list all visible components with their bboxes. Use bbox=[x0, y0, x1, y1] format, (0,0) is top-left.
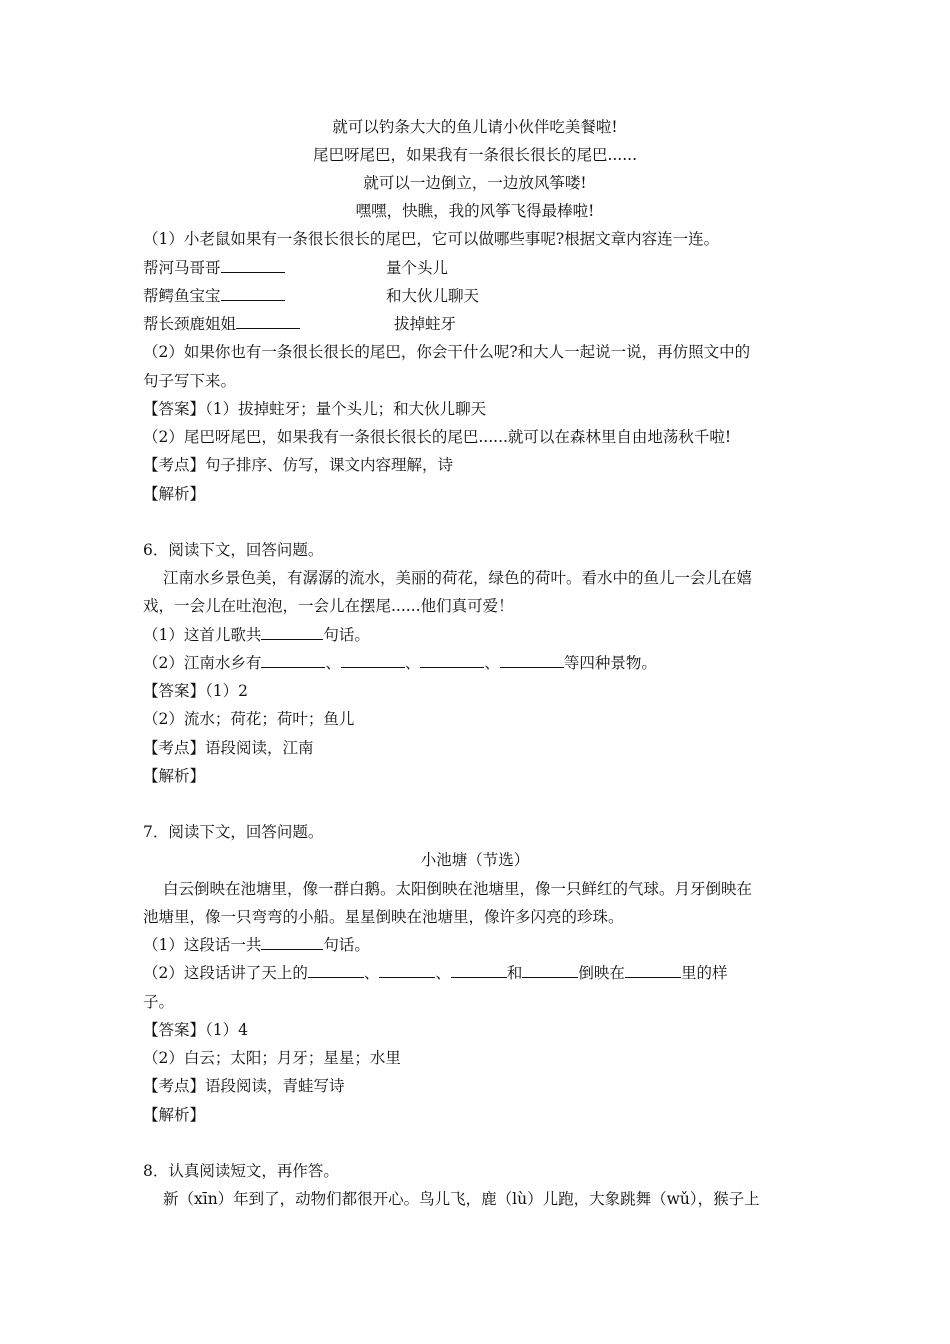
q5-sub2-cont: 句子写下来。 bbox=[143, 372, 237, 390]
q8-title: 8．认真阅读短文，再作答。 bbox=[143, 1162, 339, 1180]
poem-line: 就可以一边倒立，一边放风筝喽! bbox=[363, 174, 587, 192]
q7-title: 7．阅读下文，回答问题。 bbox=[143, 823, 324, 841]
match-right-item: 量个头儿 bbox=[386, 259, 449, 277]
answer-blank bbox=[522, 963, 578, 978]
q6-answer: 【答案】（1）2 bbox=[143, 682, 248, 700]
q6-sub2: （2）江南水乡有 、 、 、 等四种景物。 bbox=[143, 654, 657, 672]
q5-sub1: （1）小老鼠如果有一条很长很长的尾巴，它可以做哪些事呢?根据文章内容连一连。 bbox=[143, 230, 720, 248]
answer-blank bbox=[500, 653, 564, 668]
q7-heading: 小池塘（节选） bbox=[420, 851, 530, 869]
answer-blank bbox=[341, 653, 405, 668]
q7-answer: 【答案】（1）4 bbox=[143, 1021, 248, 1039]
match-right-item: 和大伙儿聊天 bbox=[386, 287, 480, 305]
q7-sub1: （1）这段话一共 句话。 bbox=[143, 936, 370, 954]
answer-blank bbox=[451, 963, 507, 978]
q7-jiexi: 【解析】 bbox=[143, 1106, 206, 1124]
poem-line: 就可以钓条大大的鱼儿请小伙伴吃美餐啦! bbox=[332, 118, 618, 136]
answer-blank bbox=[379, 963, 435, 978]
match-left-item: 帮鳄鱼宝宝 bbox=[143, 286, 285, 306]
q6-sub1: （1）这首儿歌共 句话。 bbox=[143, 626, 370, 644]
answer-blank bbox=[236, 314, 300, 329]
q5-sub2: （2）如果你也有一条很长很长的尾巴，你会干什么呢?和大人一起说一说，再仿照文中的 bbox=[143, 343, 751, 361]
q7-answer-2: （2）白云；太阳；月牙；星星；水里 bbox=[143, 1049, 401, 1067]
q5-jiexi: 【解析】 bbox=[143, 485, 206, 503]
q7-kaodian: 【考点】语段阅读，青蛙写诗 bbox=[143, 1077, 345, 1095]
q6-answer-2: （2）流水；荷花；荷叶；鱼儿 bbox=[143, 710, 355, 728]
q7-passage: 白云倒映在池塘里，像一群白鹅。太阳倒映在池塘里，像一只鲜红的气球。月牙倒映在 bbox=[163, 880, 753, 898]
match-left-item: 帮河马哥哥 bbox=[143, 258, 285, 278]
answer-blank bbox=[420, 653, 484, 668]
answer-blank bbox=[308, 963, 364, 978]
q6-title: 6．阅读下文，回答问题。 bbox=[143, 541, 324, 559]
match-left-item: 帮长颈鹿姐姐 bbox=[143, 314, 300, 334]
q6-jiexi: 【解析】 bbox=[143, 767, 206, 785]
q6-passage-cont: 戏，一会儿在吐泡泡，一会儿在摆尾......他们真可爱！ bbox=[143, 597, 514, 615]
answer-blank bbox=[625, 963, 681, 978]
answer-blank bbox=[221, 286, 285, 301]
answer-blank bbox=[261, 653, 325, 668]
answer-blank bbox=[221, 258, 285, 273]
q6-passage: 江南水乡景色美，有潺潺的流水，美丽的荷花，绿色的荷叶。看水中的鱼儿一会儿在嬉 bbox=[163, 569, 753, 587]
q7-sub2-cont: 子。 bbox=[143, 993, 175, 1011]
answer-blank bbox=[261, 935, 323, 950]
q8-passage: 新（xīn）年到了，动物们都很开心。鸟儿飞，鹿（lù）儿跑，大象跳舞（wǔ），猴子上 bbox=[163, 1190, 760, 1208]
poem-line: 尾巴呀尾巴，如果我有一条很长很长的尾巴...... bbox=[312, 146, 638, 164]
answer-blank bbox=[261, 625, 323, 640]
q5-kaodian: 【考点】句子排序、仿写，课文内容理解，诗 bbox=[143, 456, 454, 474]
q7-passage-cont: 池塘里，像一只弯弯的小船。星星倒映在池塘里，像许多闪亮的珍珠。 bbox=[143, 908, 624, 926]
q5-answer-2: （2）尾巴呀尾巴，如果我有一条很长很长的尾巴......就可以在森林里自由地荡秋千啦! bbox=[143, 428, 732, 446]
poem-line: 嘿嘿，快瞧，我的风筝飞得最棒啦! bbox=[355, 202, 595, 220]
q5-answer: 【答案】（1）拔掉蛀牙；量个头儿；和大伙儿聊天 bbox=[143, 400, 487, 418]
match-right-item: 拔掉蛀牙 bbox=[394, 315, 457, 333]
q6-kaodian: 【考点】语段阅读，江南 bbox=[143, 739, 314, 757]
q7-sub2: （2）这段话讲了天上的 、 、 和 倒映在 里的样 bbox=[143, 964, 728, 982]
